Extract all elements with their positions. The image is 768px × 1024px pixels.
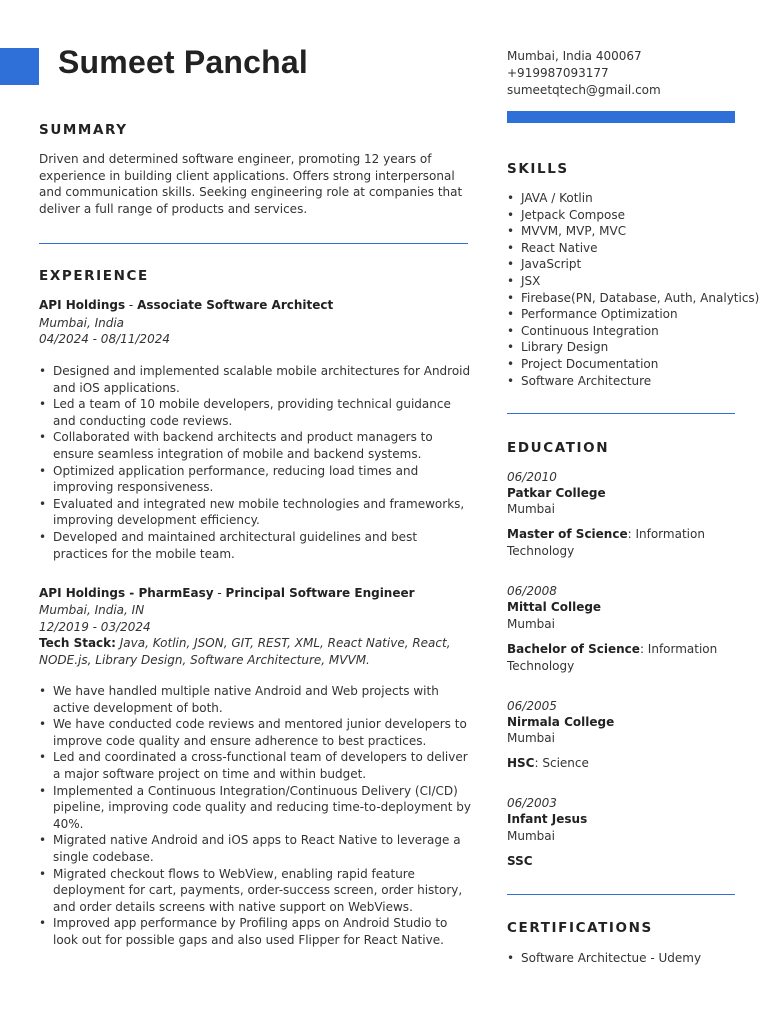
list-item: • We have conducted code reviews and mentored junior developers to improve code quality and ensure adherence to best practices. bbox=[53, 716, 471, 749]
list-item: • Led and coordinated a cross-functional team of developers to deliver a major software project on time and within budget. bbox=[53, 749, 471, 782]
list-item: • MVVM, MVP, MVC bbox=[521, 223, 759, 240]
job-title bbox=[39, 586, 415, 600]
tech-stack-value: Java, Kotlin, JSON, GIT, REST, XML, React Native, React, NODE.js, Library Design, Software Architecture, MVVM. bbox=[39, 636, 451, 667]
job-separator: - bbox=[125, 298, 138, 312]
job-company: API Holdings - PharmEasy bbox=[39, 586, 214, 600]
education-city: Mumbai bbox=[507, 829, 555, 843]
list-item: • Continuous Integration bbox=[521, 323, 759, 340]
list-item: • Designed and implemented scalable mobile architectures for Android and iOS applications. bbox=[53, 363, 471, 396]
list-item: • Library Design bbox=[521, 339, 759, 356]
job-location: Mumbai, India, IN bbox=[39, 603, 145, 617]
job-role: Principal Software Engineer bbox=[225, 586, 415, 600]
list-item: • Collaborated with backend architects and product managers to ensure seamless integration of mobile and backend systems. bbox=[53, 429, 471, 462]
job-bullets bbox=[39, 363, 471, 562]
certifications-heading: CERTIFICATIONS bbox=[507, 920, 653, 936]
list-item: • Jetpack Compose bbox=[521, 207, 759, 224]
job-separator: - bbox=[213, 586, 226, 600]
list-item: • Project Documentation bbox=[521, 356, 759, 373]
education-school: Patkar College bbox=[507, 486, 606, 500]
list-item: • JavaScript bbox=[521, 256, 759, 273]
job-dates: 04/2024 - 08/11/2024 bbox=[39, 332, 170, 346]
list-item: • Led a team of 10 mobile developers, providing technical guidance and conducting code reviews. bbox=[53, 396, 471, 429]
list-item: • Firebase(PN, Database, Auth, Analytics) bbox=[521, 290, 759, 307]
education-date: 06/2010 bbox=[507, 470, 557, 484]
experience-heading: EXPERIENCE bbox=[39, 268, 149, 284]
degree-name: HSC bbox=[507, 756, 535, 770]
education-school: Nirmala College bbox=[507, 715, 615, 729]
education-divider bbox=[507, 894, 735, 895]
degree-field: : Information Technology bbox=[507, 642, 718, 673]
summary-text: Driven and determined software engineer, promoting 12 years of experience in building client applications. Offers strong interpersonal and communication skills. Seeking engineering role at companies that deliver a full range of products and services. bbox=[39, 152, 463, 217]
education-degree bbox=[507, 641, 737, 674]
list-item: • Implemented a Continuous Integration/Continuous Delivery (CI/CD) pipeline, improving code quality and reducing time-to-deployment by 40%. bbox=[53, 783, 471, 833]
education-date: 06/2003 bbox=[507, 796, 557, 810]
education-degree bbox=[507, 526, 737, 559]
education-heading: EDUCATION bbox=[507, 440, 610, 456]
summary-heading: SUMMARY bbox=[39, 122, 128, 138]
list-item: • React Native bbox=[521, 240, 759, 257]
job-bullets bbox=[39, 683, 471, 949]
education-city: Mumbai bbox=[507, 617, 555, 631]
list-item: • Improved app performance by Profiling apps on Android Studio to look out for possible gaps and also used Flipper for React Native. bbox=[53, 915, 471, 948]
list-item: • Software Architecture bbox=[521, 373, 759, 390]
degree-name: Master of Science bbox=[507, 527, 628, 541]
degree-name: Bachelor of Science bbox=[507, 642, 640, 656]
skills-list bbox=[507, 190, 759, 389]
candidate-name: Sumeet Panchal bbox=[58, 44, 309, 80]
education-date: 06/2005 bbox=[507, 699, 557, 713]
degree-field: : Science bbox=[534, 756, 589, 770]
degree-field: : Information Technology bbox=[507, 527, 705, 558]
list-item: • We have handled multiple native Android and Web projects with active development of both. bbox=[53, 683, 471, 716]
contact-accent-bar bbox=[507, 111, 735, 123]
header-accent-block bbox=[0, 48, 39, 85]
education-degree bbox=[507, 755, 737, 772]
list-item: • Optimized application performance, reducing load times and improving responsiveness. bbox=[53, 463, 471, 496]
education-degree bbox=[507, 853, 737, 870]
tech-stack-label: Tech Stack: bbox=[39, 636, 116, 650]
list-item: • Migrated checkout flows to WebView, enabling rapid feature deployment for cart, payments, order-success screen, order history, and order details screens with native support on WebViews. bbox=[53, 866, 471, 916]
job-dates: 12/2019 - 03/2024 bbox=[39, 620, 151, 634]
skills-heading: SKILLS bbox=[507, 161, 569, 177]
list-item: • Migrated native Android and iOS apps to React Native to leverage a single codebase. bbox=[53, 832, 471, 865]
tech-stack bbox=[39, 635, 459, 668]
list-item: • Evaluated and integrated new mobile technologies and frameworks, improving development efficiency. bbox=[53, 496, 471, 529]
education-school: Infant Jesus bbox=[507, 812, 588, 826]
job-location: Mumbai, India bbox=[39, 316, 125, 330]
list-item: • Performance Optimization bbox=[521, 306, 759, 323]
education-school: Mittal College bbox=[507, 600, 602, 614]
job-role: Associate Software Architect bbox=[137, 298, 334, 312]
contact-phone: +919987093177 bbox=[507, 66, 609, 80]
job-title bbox=[39, 298, 333, 312]
degree-name: SSC bbox=[507, 854, 533, 868]
list-item: • JSX bbox=[521, 273, 759, 290]
education-city: Mumbai bbox=[507, 502, 555, 516]
job-company: API Holdings bbox=[39, 298, 126, 312]
certifications-list bbox=[507, 950, 701, 967]
list-item: • JAVA / Kotlin bbox=[521, 190, 759, 207]
contact-email: sumeetqtech@gmail.com bbox=[507, 83, 661, 97]
list-item: • Software Architectue - Udemy bbox=[521, 950, 701, 967]
summary-divider bbox=[39, 243, 468, 244]
list-item: • Developed and maintained architectural guidelines and best practices for the mobile team. bbox=[53, 529, 471, 562]
contact-address: Mumbai, India 400067 bbox=[507, 49, 642, 63]
education-date: 06/2008 bbox=[507, 584, 557, 598]
skills-divider bbox=[507, 413, 735, 414]
education-city: Mumbai bbox=[507, 731, 555, 745]
